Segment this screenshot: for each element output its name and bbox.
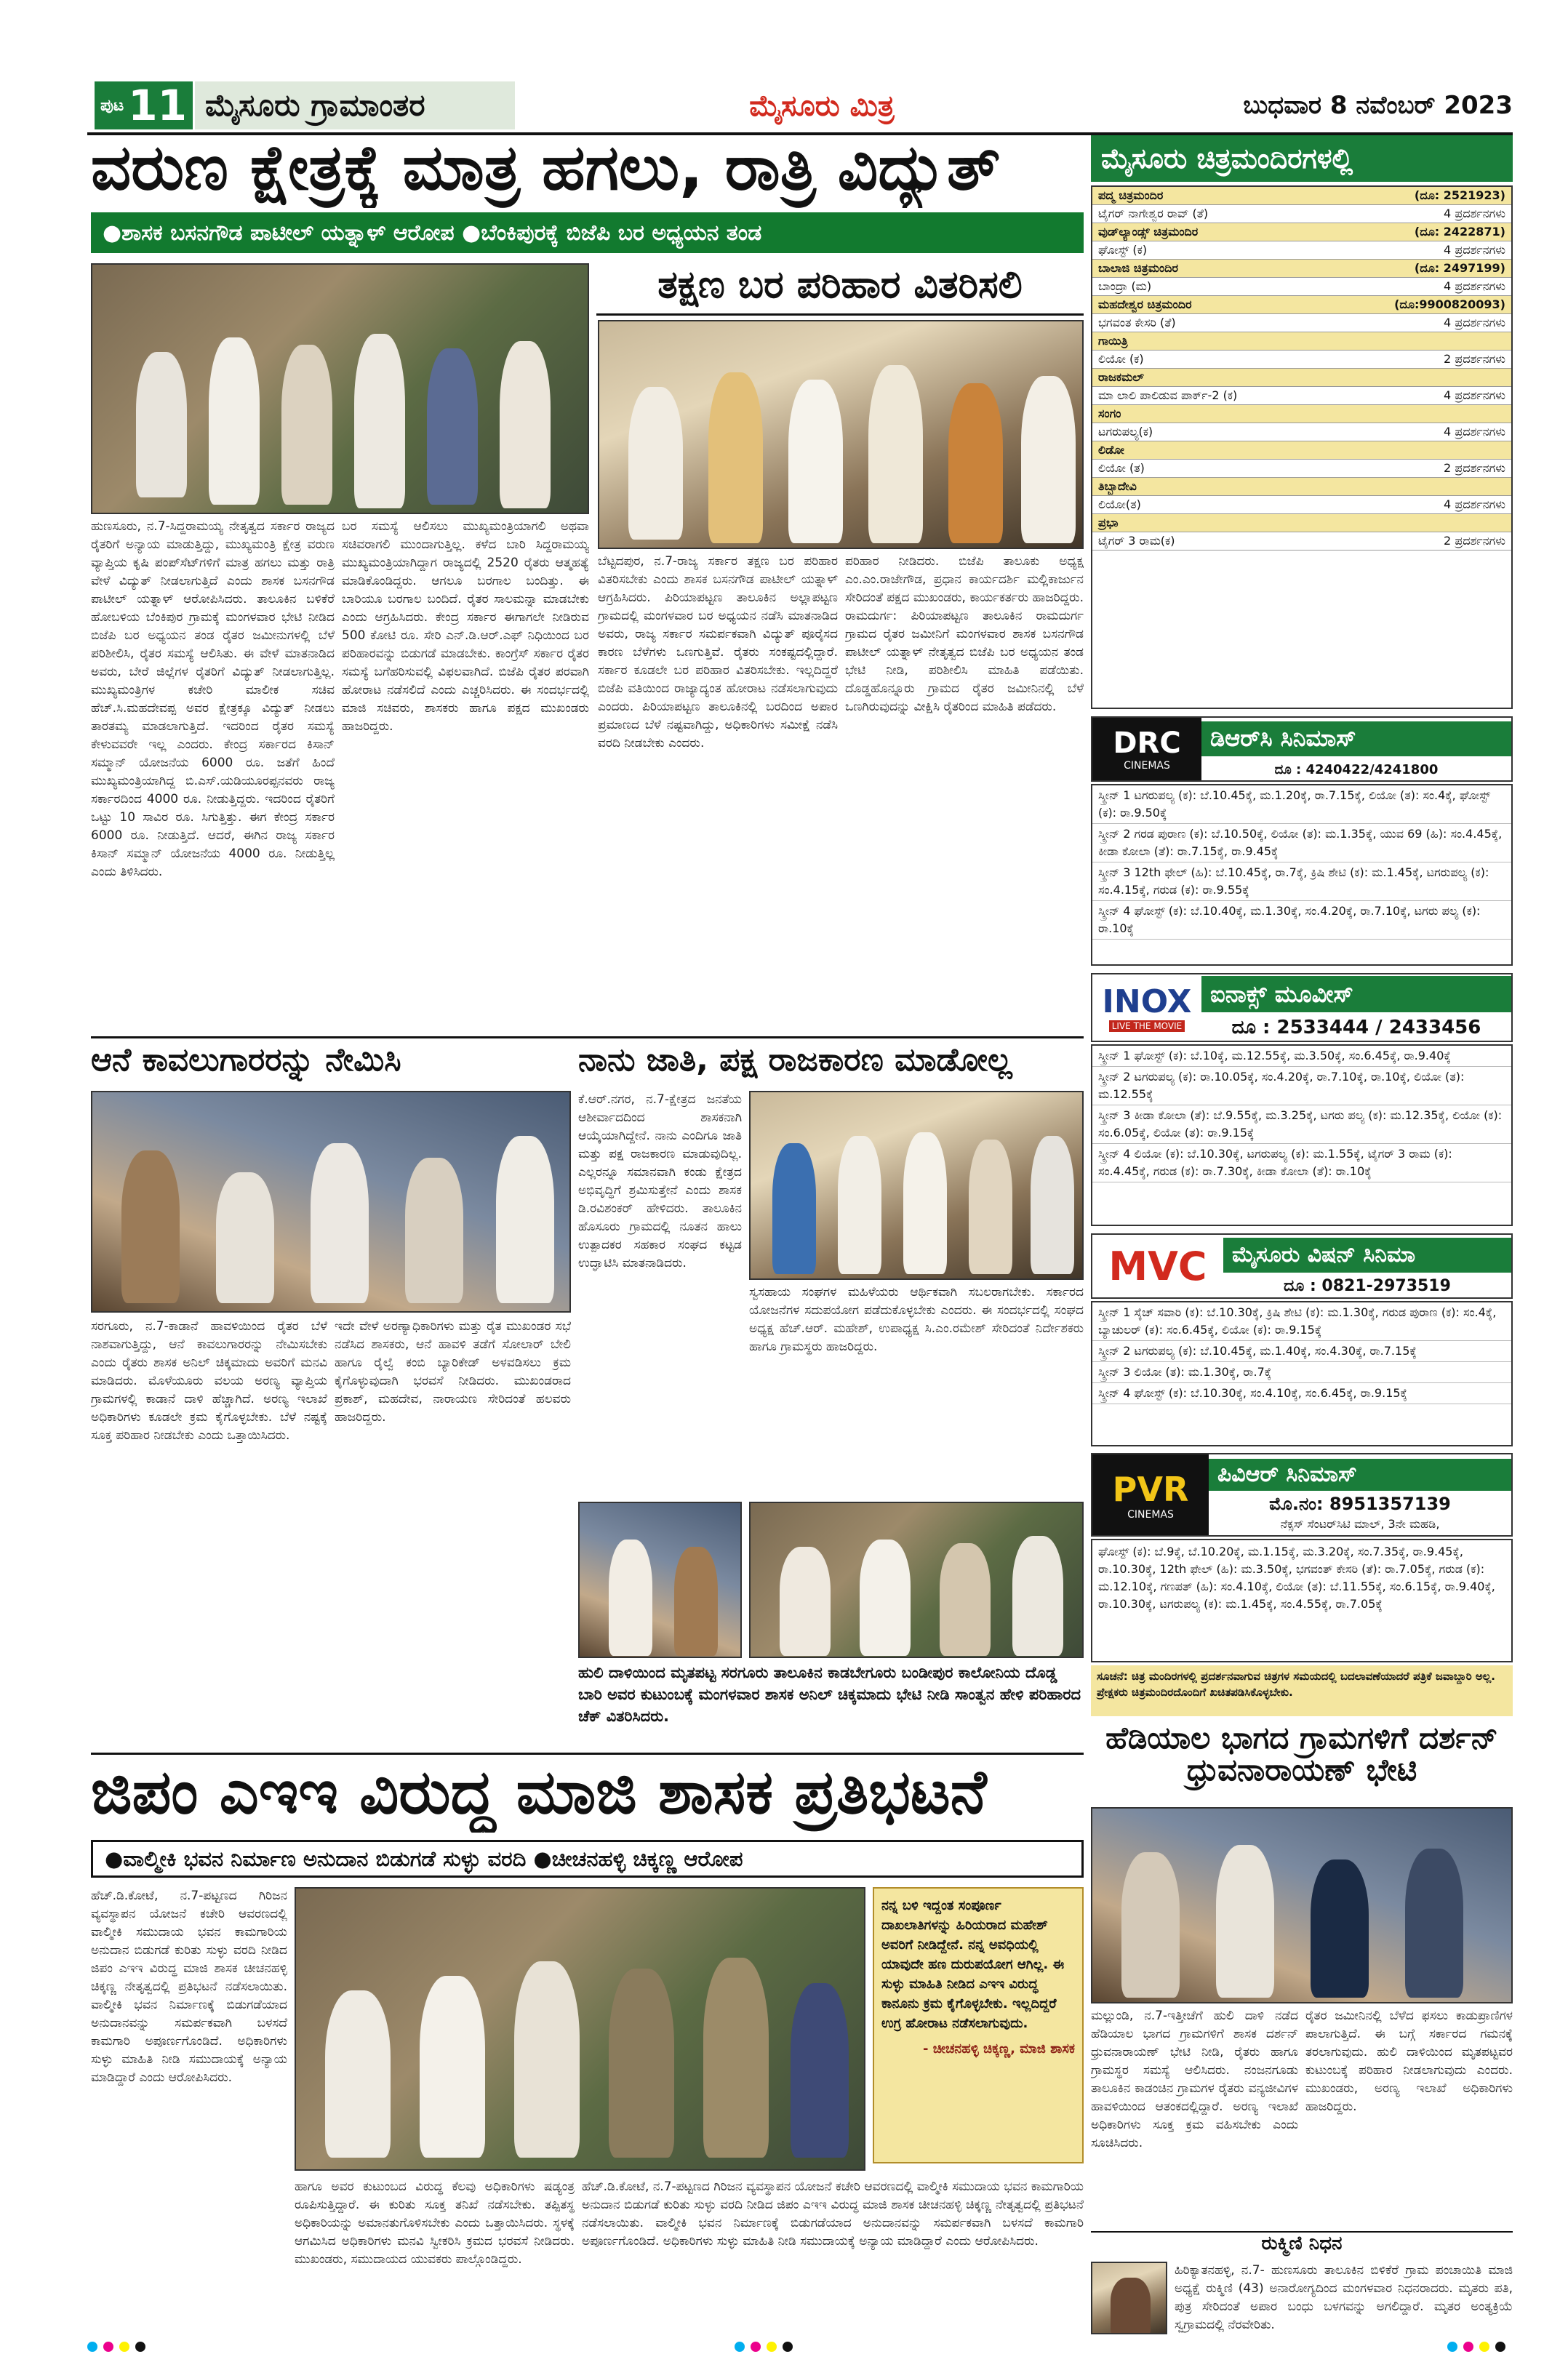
mvc-screen-row: ಸ್ಕ್ರೀನ್ 2 ಟಗರುಪಲ್ಯ (ಕ): ಬೆ.10.45ಕ್ಕೆ, ಮ.1.40ಕ್ಕೆ, ಸಂ.4.30ಕ್ಕೆ, ರಾ.7.15ಕ್ಕೆ	[1092, 1341, 1511, 1362]
story1-subhead: ●ಶಾಸಕ ಬಸನಗೌಡ ಪಾಟೀಲ್ ಯತ್ನಾಳ್ ಆರೋಪ ●ಬೆಂಕಿಪುರಕ್ಕೆ ಬಿಜೆಪಿ ಬರ ಅಧ್ಯಯನ ತಂಡ	[91, 212, 1084, 253]
mvc-header	[1091, 1233, 1513, 1299]
theatre-name: ತಿಬ್ಬಾದೇವಿ	[1098, 479, 1137, 493]
theatre-movie: ಟೈಗರ್ ನಾಗೇಶ್ವರ ರಾವ್ (ತೆ)	[1098, 207, 1209, 220]
story1-headline: ವರುಣ ಕ್ಷೇತ್ರಕ್ಕೆ ಮಾತ್ರ ಹಗಲು, ರಾತ್ರಿ ವಿದ್ಯುತ್	[91, 135, 1001, 204]
inox-screen-row: ಸ್ಕ್ರೀನ್ 3 ಕೀಡಾ ಕೋಲಾ (ತೆ): ಬೆ.9.55ಕ್ಕೆ, ಮ.3.25ಕ್ಕೆ, ಟಗರು ಪಲ್ಯ (ಕ): ಮ.12.35ಕ್ಕೆ, ಲಿಯೋ (ಕ): ಸಂ.6.05ಕ್ಕೆ, ಲಿಯೋ (ತ): ರಾ.9.15ಕ್ಕೆ	[1092, 1105, 1511, 1144]
story5-quote-box	[873, 1887, 1084, 2163]
theatre-entry	[1092, 223, 1511, 260]
theatre-entry	[1092, 478, 1511, 514]
drc-logo	[1092, 718, 1201, 780]
theatre-movie: ಘೋಸ್ಟ್ (ಕ)	[1098, 243, 1148, 257]
drc-logo-text: DRC	[1113, 726, 1181, 760]
theatre-name: ಸಂಗಂ	[1098, 407, 1121, 420]
story1-body: ಹುಣಸೂರು, ನ.7-ಸಿದ್ದರಾಮಯ್ಯ ನೇತೃತ್ವದ ಸರ್ಕಾರ ರಾಜ್ಯದ ರೈತರಿಗೆ ಅನ್ಯಾಯ ಮಾಡುತ್ತಿದ್ದು, ಮುಖ್ಯಮಂತ್ರಿ ಕ್ಷೇತ್ರ ವರುಣ ವ್ಯಾಪ್ತಿಯ ಕೃಷಿ ಪಂಪ್‌ಸೆಟ್‌ಗಳಿಗೆ ಮಾತ್ರ ಹಗಲು ಮತ್ತು ರಾತ್ರಿ ವೇಳೆ ವಿದ್ಯುತ್ ನೀಡಲಾಗುತ್ತಿದೆ ಎಂದು ಶಾಸಕ ಬಸನಗೌಡ ಪಾಟೀಲ್ ಯತ್ನಾಳ್ ಆರೋಪಿಸಿದರು. ತಾಲೂಕಿನ ಬಳಿಕೆರೆ ಹೋಬಳಿಯ ಬೆಂಕಿಪುರ ಗ್ರಾಮಕ್ಕೆ ಮಂಗಳವಾರ ಭೇಟಿ ನೀಡಿದ ಬಿಜೆಪಿ ಬರ ಅಧ್ಯಯನ ತಂಡ ರೈತರ ಜಮೀನುಗಳಲ್ಲಿ ಬೆಳೆ ಪರಿಶೀಲಿಸಿ, ರೈತರ ಸಮಸ್ಯೆ ಆಲಿಸಿತು. ಈ ವೇಳೆ ಮಾತನಾಡಿದ ಅವರು, ಬೇರೆ ಜಿಲ್ಲೆಗಳ ರೈತರಿಗೆ ವಿದ್ಯುತ್ ನೀಡಲಾಗುತ್ತಿಲ್ಲ. ಮುಖ್ಯಮಂತ್ರಿಗಳ ಕಚೇರಿ ಮಾಲೀಕ ಸಚಿವ ಹೆಚ್.ಸಿ.ಮಹದೇವಪ್ಪ ಅವರ ಕ್ಷೇತ್ರಕ್ಕೂ ವಿದ್ಯುತ್ ನೀಡಲು ತಾರತಮ್ಯ ಮಾಡಲಾಗುತ್ತಿದೆ. ಇದರಿಂದ ರೈತರ ಸಮಸ್ಯೆ ಕೇಳುವವರೇ ಇಲ್ಲ ಎಂದರು. ಕೇಂದ್ರ ಸರ್ಕಾರದ ಕಿಸಾನ್ ಸಮ್ಮಾನ್ ಯೋಜನೆಯ 6000 ರೂ. ಜತೆಗೆ ಹಿಂದೆ ಮುಖ್ಯಮಂತ್ರಿಯಾಗಿದ್ದ ಬಿ.ಎಸ್.ಯಡಿಯೂರಪ್ಪನವರು ರಾಜ್ಯ ಸರ್ಕಾರದಿಂದ 4000 ರೂ. ನೀಡುತ್ತಿದ್ದರು. ಇದರಿಂದ ರೈತರಿಗೆ ಒಟ್ಟು 10 ಸಾವಿರ ರೂ. ಸಿಗುತ್ತಿತ್ತು. ಈಗ ಕೇಂದ್ರ ಸರ್ಕಾರ 6000 ರೂ. ನೀಡುತ್ತಿದೆ. ಆದರೆ, ಈಗಿನ ರಾಜ್ಯ ಸರ್ಕಾರ ಕಿಸಾನ್ ಸಮ್ಮಾನ್ ಯೋಜನೆಯ 4000 ರೂ. ನೀಡುತ್ತಿಲ್ಲ ಎಂದು ತಿಳಿಸಿದರು.	[91, 519, 335, 879]
theatre-name: ವುಡ್‌ಲ್ಯಾಂಡ್ಸ್ ಚಿತ್ರಮಂದಿರ	[1098, 225, 1199, 239]
inox-logo-sub: LIVE THE MOVIE	[1109, 1020, 1185, 1032]
story5-quote-attribution: - ಚೀಚನಹಳ್ಳಿ ಚಿಕ್ಕಣ್ಣ, ಮಾಜಿ ಶಾಸಕ	[922, 2041, 1075, 2057]
pvr-address: ನೆಕ್ಸಸ್ ಸೆಂಟರ್‌ಸಿಟಿ ಮಾಲ್, 3ನೇ ಮಹಡಿ,	[1280, 1516, 1440, 1531]
theatre-entry	[1092, 514, 1511, 551]
theatre-phone: (ದೂ: 2497199)	[1414, 261, 1505, 275]
story5-photo	[295, 1887, 865, 2171]
story1-photo	[91, 263, 589, 514]
story4-body-continued: ಸ್ವಸಹಾಯ ಸಂಘಗಳ ಮಹಿಳೆಯರು ಆರ್ಥಿಕವಾಗಿ ಸಬಲರಾಗಬೇಕು. ಸರ್ಕಾರದ ಯೋಜನೆಗಳ ಸದುಪಯೋಗ ಪಡೆದುಕೊಳ್ಳಬೇಕು ಎಂದರು. ಈ ಸಂದರ್ಭದಲ್ಲಿ ಸಂಘದ ಅಧ್ಯಕ್ಷ ಹೆಚ್.ಆರ್. ಮಹೇಶ್, ಉಪಾಧ್ಯಕ್ಷ ಸಿ.ಎಂ.ರಮೇಶ್ ಸೇರಿದಂತೆ ನಿರ್ದೇಶಕರು ಹಾಗೂ ಗ್ರಾಮಸ್ಥರು ಹಾಜರಿದ್ದರು.	[749, 1285, 1084, 1354]
issue-date: ಬುಧವಾರ 8 ನವೆಂಬರ್ 2023	[1243, 91, 1513, 120]
drc-header	[1091, 716, 1513, 782]
story5-subhead: ●ವಾಲ್ಮೀಕಿ ಭವನ ನಿರ್ಮಾಣ ಅನುದಾನ ಬಿಡುಗಡೆ ಸುಳ್ಳು ವರದಿ ●ಚೀಚನಹಳ್ಳಿ ಚಿಕ್ಕಣ್ಣ ಆರೋಪ	[91, 1840, 1084, 1878]
theatre-movie: ಮಾ ಲಾಲಿ ಪಾಲಿಡುವ ಪಾರ್ಕ್-2 (ಕ)	[1098, 388, 1238, 402]
theatre-name: ಬಾಲಾಜಿ ಚಿತ್ರಮಂದಿರ	[1098, 261, 1178, 275]
obituary-photo	[1091, 2262, 1167, 2334]
mvc-screen-row: ಸ್ಕ್ರೀನ್ 4 ಘೋಸ್ಟ್ (ಕ): ಬೆ.10.30ಕ್ಕೆ, ಸಂ.4.10ಕ್ಕೆ, ಸಂ.6.45ಕ್ಕೆ, ರಾ.9.15ಕ್ಕೆ	[1092, 1383, 1511, 1404]
photo-caption: ಹುಲಿ ದಾಳಿಯಿಂದ ಮೃತಪಟ್ಟ ಸರಗೂರು ತಾಲೂಕಿನ ಕಾಡಬೇಗೂರು ಬಂಡೀಪುರ ಕಾಲೋನಿಯ ದೊಡ್ಡ ಬಾರಿ ಅವರ ಕುಟುಂಬಕ್ಕೆ ಮಂಗಳವಾರ ಶಾಸಕ ಅನಿಲ್ ಚಿಕ್ಕಮಾದು ಭೇಟಿ ನೀಡಿ ಸಾಂತ್ವನ ಹೇಳಿ ಪರಿಹಾರದ ಚೆಕ್ ವಿತರಿಸಿದರು.	[578, 1664, 1081, 1725]
story3-headline: ಆನೆ ಕಾವಲುಗಾರರನ್ನು ನೇಮಿಸಿ	[91, 1041, 401, 1078]
story2-body-continued: ಪರಿಹಾರ ನೀಡಿದರು. ಬಿಜೆಪಿ ತಾಲೂಕು ಅಧ್ಯಕ್ಷ ಎಂ.ಎಂ.ರಾಜೇಗೌಡ, ಪ್ರಧಾನ ಕಾರ್ಯದರ್ಶಿ ಮಲ್ಲಿಕಾರ್ಜುನ ಸೇರಿದಂತೆ ಪಕ್ಷದ ಮುಖಂಡರು, ಕಾರ್ಯಕರ್ತರು ಹಾಜರಿದ್ದರು. ರಾಮದುರ್ಗ: ಪಿರಿಯಾಪಟ್ಟಣ ತಾಲೂಕಿನ ರಾಮದುರ್ಗ ಗ್ರಾಮದ ರೈತರ ಜಮೀನಿಗೆ ಮಂಗಳವಾರ ಶಾಸಕ ಬಸನಗೌಡ ಪಾಟೀಲ್ ಯತ್ನಾಳ್ ನೇತೃತ್ವದ ಬಿಜೆಪಿ ಬರ ಅಧ್ಯಯನ ತಂಡ ಭೇಟಿ ನೀಡಿ, ಪರಿಶೀಲಿಸಿ ಮಾಹಿತಿ ಪಡೆಯಿತು. ದೊಡ್ಡಹೊನ್ನೂರು ಗ್ರಾಮದ ರೈತರ ಜಮೀನಿನಲ್ಲಿ ಬೆಳೆ ಒಣಗಿರುವುದನ್ನು ವೀಕ್ಷಿಸಿ ರೈತರಿಂದ ಮಾಹಿತಿ ಪಡೆದರು.	[845, 554, 1084, 714]
theatre-shows: 2 ಪ್ರದರ್ಶನಗಳು	[1444, 534, 1505, 548]
divider-1	[91, 1036, 1084, 1038]
registration-dots-left	[87, 2342, 145, 2352]
inox-screen-row: ಸ್ಕ್ರೀನ್ 1 ಘೋಸ್ಟ್ (ಕ): ಬೆ.10ಕ್ಕೆ, ಮ.12.55ಕ್ಕೆ, ಮ.3.50ಕ್ಕೆ, ಸಂ.6.45ಕ್ಕೆ, ರಾ.9.40ಕ್ಕೆ	[1092, 1046, 1511, 1067]
obituary-body: ಹಿರಿಕ್ಯಾತನಹಳ್ಳಿ, ನ.7- ಹುಣಸೂರು ತಾಲೂಕಿನ ಬಿಳಿಕೆರೆ ಗ್ರಾಮ ಪಂಚಾಯಿತಿ ಮಾಜಿ ಅಧ್ಯಕ್ಷೆ ರುಕ್ಮಿಣಿ (43) ಅನಾರೋಗ್ಯದಿಂದ ಮಂಗಳವಾರ ನಿಧನರಾದರು. ಮೃತರು ಪತಿ, ಪುತ್ರ ಸೇರಿದಂತೆ ಅಪಾರ ಬಂಧು ಬಳಗವನ್ನು ಅಗಲಿದ್ದಾರೆ. ಮೃತರ ಅಂತ್ಯಕ್ರಿಯೆ ಸ್ವಗ್ರಾಮದಲ್ಲಿ ನೆರವೇರಿತು.	[1175, 2263, 1513, 2332]
mvc-screen-row: ಸ್ಕ್ರೀನ್ 3 ಲಿಯೋ (ತ): ಮ.1.30ಕ್ಕೆ, ರಾ.7ಕ್ಕೆ	[1092, 1362, 1511, 1383]
mvc-showtimes	[1091, 1301, 1513, 1446]
story4-headline: ನಾನು ಜಾತಿ, ಪಕ್ಷ ರಾಜಕಾರಣ ಮಾಡೋಲ್ಲ	[578, 1041, 1012, 1078]
theatre-entry	[1092, 187, 1511, 223]
story3-body: ಸರಗೂರು, ನ.7-ಕಾಡಾನೆ ಹಾವಳಿಯಿಂದ ರೈತರ ಬೆಳೆ ನಾಶವಾಗುತ್ತಿದ್ದು, ಆನೆ ಕಾವಲುಗಾರರನ್ನು ನೇಮಿಸಬೇಕು ಎಂದು ರೈತರು ಶಾಸಕ ಅನಿಲ್ ಚಿಕ್ಕಮಾದು ಅವರಿಗೆ ಮನವಿ ಮಾಡಿದರು. ಮೊಳೆಯೂರು ವಲಯ ಅರಣ್ಯ ವ್ಯಾಪ್ತಿಯ ಗ್ರಾಮಗಳಲ್ಲಿ ಕಾಡಾನೆ ದಾಳಿ ಹೆಚ್ಚಾಗಿದೆ. ಅರಣ್ಯ ಇಲಾಖೆ ಅಧಿಕಾರಿಗಳು ಕೂಡಲೇ ಕ್ರಮ ಕೈಗೊಳ್ಳಬೇಕು. ಬೆಳೆ ನಷ್ಟಕ್ಕೆ ಸೂಕ್ತ ಪರಿಹಾರ ನೀಡಬೇಕು ಎಂದು ಒತ್ತಾಯಿಸಿದರು.	[91, 1319, 327, 1443]
story2-headline: ತಕ್ಷಣ ಬರ ಪರಿಹಾರ ವಿತರಿಸಲಿ	[596, 263, 1084, 316]
theatre-entry	[1092, 441, 1511, 478]
story5-quote: ನನ್ನ ಬಳಿ ಇದ್ದಂತ ಸಂಪೂರ್ಣ ದಾಖಲಾತಿಗಳನ್ನು ಹಿರಿಯರಾದ ಮಹೇಶ್ ಅವರಿಗೆ ನೀಡಿದ್ದೇನೆ. ನನ್ನ ಅವಧಿಯಲ್ಲಿ ಯಾವುದೇ ಹಣ ದುರುಪಯೋಗ ಆಗಿಲ್ಲ. ಈ ಸುಳ್ಳು ಮಾಹಿತಿ ನೀಡಿದ ಎಇಇ ವಿರುದ್ಧ ಕಾನೂನು ಕ್ರಮ ಕೈಗೊಳ್ಳಬೇಕು. ಇಲ್ಲದಿದ್ದರೆ ಉಗ್ರ ಹೋರಾಟ ನಡೆಸಲಾಗುವುದು.	[881, 1898, 1065, 2031]
obituary-title: ರುಕ್ಮಿಣಿ ನಿಧನ	[1091, 2231, 1513, 2260]
theatre-name: ಗಾಯಿತ್ರಿ	[1098, 334, 1128, 348]
drc-title: ಡಿಆರ್‌ಸಿ ಸಿನಿಮಾಸ್	[1201, 721, 1511, 756]
theatre-movie: ಟೈಗರ್ 3 ರಾಮ(ಕ)	[1098, 534, 1175, 548]
theatre-entry	[1092, 260, 1511, 296]
cinema-panel-title: ಮೈಸೂರು ಚಿತ್ರಮಂದಿರಗಳಲ್ಲಿ	[1091, 135, 1513, 182]
story3-photo	[91, 1091, 571, 1313]
cinema-theatre-list	[1091, 185, 1513, 709]
tiger-victim-photo-left	[578, 1502, 742, 1658]
drc-logo-sub: CINEMAS	[1124, 760, 1170, 772]
story5-headline: ಜಿಪಂ ಎಇಇ ವಿರುದ್ಧ ಮಾಜಿ ಶಾಸಕ ಪ್ರತಿಭಟನೆ	[91, 1760, 987, 1827]
theatre-shows: 4 ಪ್ರದರ್ಶನಗಳು	[1444, 388, 1505, 402]
drc-screen-row: ಸ್ಕ್ರೀನ್ 3 12th ಫೇಲ್ (ಹಿ): ಬೆ.10.45ಕ್ಕೆ, ರಾ.7ಕ್ಕೆ, ಕ್ರಿಷಿ ಶೇಟಿ (ಕ): ಮ.1.45ಕ್ಕೆ, ಟಗರುಪಲ್ಯ (ಕ): ಸಂ.4.15ಕ್ಕೆ, ಗರುಡ (ಕ): ರಾ.9.55ಕ್ಕೆ	[1092, 862, 1511, 901]
story6-body-continued: ರೈತರ ಜಮೀನಿನಲ್ಲಿ ಬೆಳೆದ ಫಸಲು ಕಾಡುಪ್ರಾಣಿಗಳ ಪಾಲಾಗುತ್ತಿದೆ. ಈ ಬಗ್ಗೆ ಸರ್ಕಾರದ ಗಮನಕ್ಕೆ ತರಲಾಗುವುದು. ಹುಲಿ ದಾಳಿಯಿಂದ ಮೃತಪಟ್ಟವರ ಕುಟುಂಬಕ್ಕೆ ಪರಿಹಾರ ನೀಡಲಾಗುವುದು ಎಂದರು. ಮುಖಂಡರು, ಅರಣ್ಯ ಇಲಾಖೆ ಅಧಿಕಾರಿಗಳು ಹಾಜರಿದ್ದರು.	[1305, 2009, 1513, 2114]
story6-photo	[1091, 1807, 1513, 2003]
story6-headline: ಹೆಡಿಯಾಲ ಭಾಗದ ಗ್ರಾಮಗಳಿಗೆ ದರ್ಶನ್ ಧ್ರುವನಾರಾಯಣ್ ಭೇಟಿ	[1105, 1722, 1498, 1788]
theatre-shows: 4 ಪ್ರದರ್ಶನಗಳು	[1444, 207, 1505, 220]
drc-phone: ದೂ : 4240422/4241800	[1274, 761, 1439, 777]
pvr-header	[1091, 1453, 1513, 1537]
pvr-showtimes: ಘೋಸ್ಟ್ (ಕ): ಬೆ.9ಕ್ಕೆ, ಬೆ.10.20ಕ್ಕೆ, ಮ.1.15ಕ್ಕೆ, ಮ.3.20ಕ್ಕೆ, ಸಂ.7.35ಕ್ಕೆ, ರಾ.9.45ಕ್ಕೆ, ರಾ.10.30ಕ್ಕೆ, 12th ಫೇಲ್ (ಹಿ): ಮ.3.50ಕ್ಕೆ, ಭಗವಂತ್ ಕೇಸರಿ (ತೆ): ರಾ.7.05ಕ್ಕೆ, ಗರುಡ (ಕ): ಮ.12.10ಕ್ಕೆ, ಗಣಪತ್ (ಹಿ): ಸಂ.4.10ಕ್ಕೆ, ಲಿಯೋ (ತ): ಬೆ.11.55ಕ್ಕೆ, ಸಂ.6.15ಕ್ಕೆ, ರಾ.9.40ಕ್ಕೆ, ರಾ.10.30ಕ್ಕೆ, ಟಗರುಪಲ್ಯ (ಕ): ಮ.1.45ಕ್ಕೆ, ಸಂ.4.55ಕ್ಕೆ, ರಾ.7.05ಕ್ಕೆ	[1091, 1539, 1513, 1662]
theatre-name: ಪ್ರಭಾ	[1098, 516, 1119, 529]
theatre-phone: (ದೂ: 2422871)	[1414, 225, 1505, 239]
theatre-shows: 4 ಪ್ರದರ್ಶನಗಳು	[1444, 279, 1505, 293]
theatre-movie: ಲಿಯೋ (ಕ)	[1098, 352, 1144, 366]
theatre-entry	[1092, 369, 1511, 405]
theatre-name: ಲಿಡೋ	[1098, 443, 1124, 457]
story2-photo	[598, 320, 1084, 549]
story5-body: ಹೆಚ್.ಡಿ.ಕೋಟೆ, ನ.7-ಪಟ್ಟಣದ ಗಿರಿಜನ ವ್ಯವಸ್ಥಾಪನ ಯೋಜನೆ ಕಚೇರಿ ಆವರಣದಲ್ಲಿ ವಾಲ್ಮೀಕಿ ಸಮುದಾಯ ಭವನ ಕಾಮಗಾರಿಯ ಅನುದಾನ ಬಿಡುಗಡೆ ಕುರಿತು ಸುಳ್ಳು ವರದಿ ನೀಡಿದ ಜಿಪಂ ಎಇಇ ವಿರುದ್ಧ ಮಾಜಿ ಶಾಸಕ ಚೀಚನಹಳ್ಳಿ ಚಿಕ್ಕಣ್ಣ ನೇತೃತ್ವದಲ್ಲಿ ಪ್ರತಿಭಟನೆ ನಡೆಸಲಾಯಿತು. ವಾಲ್ಮೀಕಿ ಭವನ ನಿರ್ಮಾಣಕ್ಕೆ ಬಿಡುಗಡೆಯಾದ ಅನುದಾನವನ್ನು ಸಮರ್ಪಕವಾಗಿ ಬಳಸದೆ ಕಾಮಗಾರಿ ಅಪೂರ್ಣಗೊಂಡಿದೆ. ಅಧಿಕಾರಿಗಳು ಸುಳ್ಳು ಮಾಹಿತಿ ನೀಡಿ ಸಮುದಾಯಕ್ಕೆ ಅನ್ಯಾಯ ಮಾಡಿದ್ದಾರೆ ಎಂದು ಆರೋಪಿಸಿದರು.	[91, 1889, 287, 2085]
theatre-shows: 4 ಪ್ರದರ್ಶನಗಳು	[1444, 425, 1505, 439]
inox-screen-row: ಸ್ಕ್ರೀನ್ 2 ಟಗರುಪಲ್ಯ (ಕ): ರಾ.10.05ಕ್ಕೆ, ಸಂ.4.20ಕ್ಕೆ, ರಾ.7.10ಕ್ಕೆ, ರಾ.10ಕ್ಕೆ, ಲಿಯೋ (ತ): ಮ.12.55ಕ್ಕೆ	[1092, 1067, 1511, 1105]
theatre-phone: (ದೂ:9900820093)	[1394, 297, 1505, 311]
theatre-movie: ಲಿಯೋ(ತ)	[1098, 497, 1141, 511]
inox-header	[1091, 973, 1513, 1042]
inox-screen-row: ಸ್ಕ್ರೀನ್ 4 ಲಿಯೋ (ಕ): ಬೆ.10.30ಕ್ಕೆ, ಟಗರುಪಲ್ಯ (ಕ): ಮ.1.55ಕ್ಕೆ, ಟೈಗರ್ 3 ರಾಮ (ಕ): ಸಂ.4.45ಕ್ಕೆ, ಗರುಡ (ಕ): ರಾ.7.30ಕ್ಕೆ, ಕೀಡಾ ಕೋಲಾ (ತೆ): ರಾ.10ಕ್ಕೆ	[1092, 1144, 1511, 1182]
story6-body: ಮಲ್ಲುಂಡಿ, ನ.7-ಇತ್ತೀಚೆಗೆ ಹುಲಿ ದಾಳಿ ನಡೆದ ಹೆಡಿಯಾಲ ಭಾಗದ ಗ್ರಾಮಗಳಿಗೆ ಶಾಸಕ ದರ್ಶನ್ ಧ್ರುವನಾರಾಯಣ್ ಭೇಟಿ ನೀಡಿ, ರೈತರು ಹಾಗೂ ಗ್ರಾಮಸ್ಥರ ಸಮಸ್ಯೆ ಆಲಿಸಿದರು. ನಂಜನಗೂಡು ತಾಲೂಕಿನ ಕಾಡಂಚಿನ ಗ್ರಾಮಗಳ ರೈತರು ವನ್ಯಜೀವಿಗಳ ಹಾವಳಿಯಿಂದ ಆತಂಕದಲ್ಲಿದ್ದಾರೆ. ಅರಣ್ಯ ಇಲಾಖೆ ಅಧಿಕಾರಿಗಳು ಸೂಕ್ತ ಕ್ರಮ ವಹಿಸಬೇಕು ಎಂದು ಸೂಚಿಸಿದರು.	[1091, 2009, 1298, 2150]
theatre-movie: ಭಗವಂತ ಕೇಸರಿ (ತೆ)	[1098, 316, 1176, 329]
page-number: 11	[128, 81, 187, 130]
theatre-shows: 2 ಪ್ರದರ್ಶನಗಳು	[1444, 461, 1505, 475]
theatre-entry	[1092, 296, 1511, 332]
page-number-box	[95, 81, 193, 129]
drc-screen-row: ಸ್ಕ್ರೀನ್ 1 ಟಗರುಪಲ್ಯ (ಕ): ಬೆ.10.45ಕ್ಕೆ, ಮ.1.20ಕ್ಕೆ, ರಾ.7.15ಕ್ಕೆ, ಲಿಯೋ (ತ): ಸಂ.4ಕ್ಕೆ, ಘೋಸ್ಟ್ (ಕ): ರಾ.9.50ಕ್ಕೆ	[1092, 785, 1511, 824]
divider-2	[91, 1753, 1084, 1755]
mvc-title: ಮೈಸೂರು ವಿಷನ್ ಸಿನಿಮಾ	[1223, 1238, 1511, 1273]
drc-showtimes	[1091, 784, 1513, 966]
theatre-shows: 4 ಪ್ರದರ್ಶನಗಳು	[1444, 316, 1505, 329]
theatre-movie: ಬಾಂದ್ರಾ (ಮ)	[1098, 279, 1152, 293]
theatre-shows: 2 ಪ್ರದರ್ಶನಗಳು	[1444, 352, 1505, 366]
theatre-shows: 4 ಪ್ರದರ್ಶನಗಳು	[1444, 243, 1505, 257]
registration-dots-right	[1447, 2342, 1505, 2352]
inox-phone: ದೂ : 2533444 / 2433456	[1231, 1017, 1481, 1038]
pvr-title: ಪಿವಿಆರ್ ಸಿನಿಮಾಸ್	[1209, 1459, 1511, 1491]
theatre-entry	[1092, 405, 1511, 441]
tiger-victim-photo-right	[749, 1502, 1084, 1658]
story5-body-continued: ಹಾಗೂ ಅವರ ಕುಟುಂಬದ ವಿರುದ್ಧ ಕೆಲವು ಅಧಿಕಾರಿಗಳು ಷಡ್ಯಂತ್ರ ರೂಪಿಸುತ್ತಿದ್ದಾರೆ. ಈ ಕುರಿತು ಸೂಕ್ತ ತನಿಖೆ ನಡೆಸಬೇಕು. ತಪ್ಪಿತಸ್ಥ ಅಧಿಕಾರಿಯನ್ನು ಅಮಾನತುಗೊಳಿಸಬೇಕು ಎಂದು ಒತ್ತಾಯಿಸಿದರು. ಸ್ಥಳಕ್ಕೆ ಆಗಮಿಸಿದ ಅಧಿಕಾರಿಗಳು ಮನವಿ ಸ್ವೀಕರಿಸಿ ಕ್ರಮದ ಭರವಸೆ ನೀಡಿದರು. ಮುಖಂಡರು, ಸಮುದಾಯದ ಯುವಕರು ಪಾಲ್ಗೊಂಡಿದ್ದರು.	[295, 2179, 575, 2267]
mvc-screen-row: ಸ್ಕ್ರೀನ್ 1 ಸ್ಕೆಚ್ ಸವಾರಿ (ಕ): ಬೆ.10.30ಕ್ಕೆ, ಕ್ರಿಷಿ ಶೇಟಿ (ಕ): ಮ.1.30ಕ್ಕೆ, ಗರುಡ ಪುರಾಣ (ಕ): ಸಂ.4ಕ್ಕೆ, ಬ್ಯಾಚುಲರ್ (ಕ): ಸಂ.6.45ಕ್ಕೆ, ಲಿಯೋ (ಕ): ರಾ.9.15ಕ್ಕೆ	[1092, 1302, 1511, 1341]
pvr-logo-text: PVR	[1112, 1469, 1189, 1509]
theatre-name: ರಾಜಕಮಲ್	[1098, 370, 1144, 384]
theatre-movie: ಲಿಯೋ (ತ)	[1098, 461, 1145, 475]
story2-body: ಬೆಟ್ಟದಪುರ, ನ.7-ರಾಜ್ಯ ಸರ್ಕಾರ ತಕ್ಷಣ ಬರ ಪರಿಹಾರ ವಿತರಿಸಬೇಕು ಎಂದು ಶಾಸಕ ಬಸನಗೌಡ ಪಾಟೀಲ್ ಯತ್ನಾಳ್ ಆಗ್ರಹಿಸಿದರು. ಪಿರಿಯಾಪಟ್ಟಣ ತಾಲೂಕಿನ ಅಲ್ಲಾಪಟ್ಟಣ ಗ್ರಾಮದಲ್ಲಿ ಮಂಗಳವಾರ ಬರ ಅಧ್ಯಯನ ನಡೆಸಿ ಮಾತನಾಡಿದ ಅವರು, ರಾಜ್ಯ ಸರ್ಕಾರ ಸಮರ್ಪಕವಾಗಿ ವಿದ್ಯುತ್ ಪೂರೈಸದ ಕಾರಣ ಬೆಳೆಗಳು ಒಣಗುತ್ತಿವೆ. ರೈತರು ಸಂಕಷ್ಟದಲ್ಲಿದ್ದಾರೆ. ಸರ್ಕಾರ ಕೂಡಲೇ ಬರ ಪರಿಹಾರ ವಿತರಿಸಬೇಕು. ಇಲ್ಲದಿದ್ದರೆ ಬಿಜೆಪಿ ವತಿಯಿಂದ ರಾಜ್ಯಾದ್ಯಂತ ಹೋರಾಟ ನಡೆಸಲಾಗುವುದು ಎಂದರು. ಪಿರಿಯಾಪಟ್ಟಣ ತಾಲೂಕಿನಲ್ಲಿ ಬರದಿಂದ ಅಪಾರ ಪ್ರಮಾಣದ ಬೆಳೆ ನಷ್ಟವಾಗಿದ್ದು, ಅಧಿಕಾರಿಗಳು ಸಮೀಕ್ಷೆ ನಡೆಸಿ ವರದಿ ನೀಡಬೇಕು ಎಂದರು.	[598, 554, 838, 750]
drc-screen-row: ಸ್ಕ್ರೀನ್ 2 ಗರಡ ಪುರಾಣ (ಕ): ಬೆ.10.50ಕ್ಕೆ, ಲಿಯೋ (ತ): ಮ.1.35ಕ್ಕೆ, ಯುವ 69 (ಹಿ): ಸಂ.4.45ಕ್ಕೆ, ಕೀಡಾ ಕೋಲಾ (ತೆ): ರಾ.7.15ಕ್ಕೆ, ರಾ.9.45ಕ್ಕೆ	[1092, 824, 1511, 862]
section-title: ಮೈಸೂರು ಗ್ರಾಮಾಂತರ	[195, 81, 515, 129]
story1-body-continued: ಬರ ಸಮಸ್ಯೆ ಆಲಿಸಲು ಮುಖ್ಯಮಂತ್ರಿಯಾಗಲಿ ಅಥವಾ ಸಚಿವರಾಗಲಿ ಮುಂದಾಗುತ್ತಿಲ್ಲ. ಕಳೆದ ಬಾರಿ ಸಿದ್ದರಾಮಯ್ಯ ಮುಖ್ಯಮಂತ್ರಿಯಾಗಿದ್ದಾಗ ರಾಜ್ಯದಲ್ಲಿ 2520 ರೈತರು ಆತ್ಮಹತ್ಯೆ ಮಾಡಿಕೊಂಡಿದ್ದರು. ಆಗಲೂ ಬರಗಾಲ ಬಂದಿತ್ತು. ಈ ಬಾರಿಯೂ ಬರಗಾಲ ಬಂದಿದೆ. ರೈತರ ಸಾಲಮನ್ನಾ ಮಾಡಬೇಕು ಎಂದು ಆಗ್ರಹಿಸಿದರು. ಕೇಂದ್ರ ಸರ್ಕಾರ ಈಗಾಗಲೇ ನೀಡಿರುವ 500 ಕೋಟಿ ರೂ. ಸೇರಿ ಎನ್.ಡಿ.ಆರ್.ಎಫ್ ನಿಧಿಯಿಂದ ಬರ ಪರಿಹಾರವನ್ನು ಬಿಡುಗಡೆ ಮಾಡಬೇಕು. ಕಾಂಗ್ರೆಸ್ ಸರ್ಕಾರ ರೈತರ ಸಮಸ್ಯೆ ಬಗೆಹರಿಸುವಲ್ಲಿ ವಿಫಲವಾಗಿದೆ. ಬಿಜೆಪಿ ರೈತರ ಪರವಾಗಿ ಹೋರಾಟ ನಡೆಸಲಿದೆ ಎಂದು ಎಚ್ಚರಿಸಿದರು. ಈ ಸಂದರ್ಭದಲ್ಲಿ ಮಾಜಿ ಸಚಿವರು, ಶಾಸಕರು ಹಾಗೂ ಪಕ್ಷದ ಮುಖಂಡರು ಹಾಜರಿದ್ದರು.	[342, 519, 589, 734]
mvc-phone: ದೂ : 0821-2973519	[1284, 1276, 1451, 1295]
cinema-note: ಸೂಚನೆ: ಚಿತ್ರ ಮಂದಿರಗಳಲ್ಲಿ ಪ್ರದರ್ಶನವಾಗುವ ಚಿತ್ರಗಳ ಸಮಯದಲ್ಲಿ ಬದಲಾವಣೆಯಾದರೆ ಪತ್ರಿಕೆ ಜವಾಬ್ದಾರಿ ಅಲ್ಲ. ಪ್ರೇಕ್ಷಕರು ಚಿತ್ರಮಂದಿರದೊಂದಿಗೆ ಖಚಿತಪಡಿಸಿಕೊಳ್ಳಬೇಕು.	[1091, 1665, 1513, 1716]
theatre-shows: 4 ಪ್ರದರ್ಶನಗಳು	[1444, 497, 1505, 511]
story3-body-continued: ಇದೇ ವೇಳೆ ಅರಣ್ಯಾಧಿಕಾರಿಗಳು ಮತ್ತು ರೈತ ಮುಖಂಡರ ಸಭೆ ನಡೆಸಿದ ಶಾಸಕರು, ಆನೆ ಹಾವಳಿ ತಡೆಗೆ ಸೋಲಾರ್ ಬೇಲಿ ಹಾಗೂ ರೈಲ್ವೆ ಕಂಬಿ ಬ್ಯಾರಿಕೇಡ್ ಅಳವಡಿಸಲು ಕ್ರಮ ಕೈಗೊಳ್ಳುವುದಾಗಿ ಭರವಸೆ ನೀಡಿದರು. ಮುಖಂಡರಾದ ಪ್ರಕಾಶ್, ಮಹದೇವ, ನಾರಾಯಣ ಸೇರಿದಂತೆ ಹಲವರು ಹಾಜರಿದ್ದರು.	[335, 1319, 571, 1425]
mvc-logo-text: MVC	[1108, 1243, 1207, 1289]
theatre-phone: (ದೂ: 2521923)	[1414, 188, 1505, 202]
inox-title: ಐನಾಕ್ಸ್ ಮೂವೀಸ್	[1201, 976, 1511, 1012]
masthead: ಮೈಸೂರು ಮಿತ್ರ	[749, 88, 895, 123]
registration-dots-center	[735, 2342, 793, 2352]
story4-photo	[749, 1091, 1084, 1280]
pvr-phone: ಮೊ.ನಂ: 8951357139	[1269, 1493, 1451, 1514]
theatre-name: ಮಹದೇಶ್ವರ ಚಿತ್ರಮಂದಿರ	[1098, 297, 1192, 311]
inox-logo	[1092, 974, 1201, 1041]
pvr-logo	[1092, 1454, 1209, 1535]
page-label: ಪುಟ	[100, 96, 124, 115]
theatre-entry	[1092, 332, 1511, 369]
inox-logo-text: INOX	[1102, 983, 1192, 1020]
mvc-logo	[1092, 1235, 1223, 1297]
inox-showtimes	[1091, 1044, 1513, 1226]
theatre-movie: ಟಗರುಪಲ್ಯ(ಕ)	[1098, 425, 1153, 439]
pvr-logo-sub: CINEMAS	[1127, 1508, 1174, 1521]
theatre-name: ಪದ್ಮ ಚಿತ್ರಮಂದಿರ	[1098, 188, 1164, 202]
story5-body-more: ಹೆಚ್.ಡಿ.ಕೋಟೆ, ನ.7-ಪಟ್ಟಣದ ಗಿರಿಜನ ವ್ಯವಸ್ಥಾಪನ ಯೋಜನೆ ಕಚೇರಿ ಆವರಣದಲ್ಲಿ ವಾಲ್ಮೀಕಿ ಸಮುದಾಯ ಭವನ ಕಾಮಗಾರಿಯ ಅನುದಾನ ಬಿಡುಗಡೆ ಕುರಿತು ಸುಳ್ಳು ವರದಿ ನೀಡಿದ ಜಿಪಂ ಎಇಇ ವಿರುದ್ಧ ಮಾಜಿ ಶಾಸಕ ಚೀಚನಹಳ್ಳಿ ಚಿಕ್ಕಣ್ಣ ನೇತೃತ್ವದಲ್ಲಿ ಪ್ರತಿಭಟನೆ ನಡೆಸಲಾಯಿತು. ವಾಲ್ಮೀಕಿ ಭವನ ನಿರ್ಮಾಣಕ್ಕೆ ಬಿಡುಗಡೆಯಾದ ಅನುದಾನವನ್ನು ಸಮರ್ಪಕವಾಗಿ ಬಳಸದೆ ಕಾಮಗಾರಿ ಅಪೂರ್ಣಗೊಂಡಿದೆ. ಅಧಿಕಾರಿಗಳು ಸುಳ್ಳು ಮಾಹಿತಿ ನೀಡಿ ಸಮುದಾಯಕ್ಕೆ ಅನ್ಯಾಯ ಮಾಡಿದ್ದಾರೆ ಎಂದು ಆರೋಪಿಸಿದರು.	[582, 2179, 1084, 2249]
story4-body: ಕೆ.ಆರ್.ನಗರ, ನ.7-ಕ್ಷೇತ್ರದ ಜನತೆಯ ಆಶೀರ್ವಾದದಿಂದ ಶಾಸಕನಾಗಿ ಆಯ್ಕೆಯಾಗಿದ್ದೇನೆ. ನಾನು ಎಂದಿಗೂ ಜಾತಿ ಮತ್ತು ಪಕ್ಷ ರಾಜಕಾರಣ ಮಾಡುವುದಿಲ್ಲ. ಎಲ್ಲರನ್ನೂ ಸಮಾನವಾಗಿ ಕಂಡು ಕ್ಷೇತ್ರದ ಅಭಿವೃದ್ಧಿಗೆ ಶ್ರಮಿಸುತ್ತೇನೆ ಎಂದು ಶಾಸಕ ಡಿ.ರವಿಶಂಕರ್ ಹೇಳಿದರು. ತಾಲೂಕಿನ ಹೊಸೂರು ಗ್ರಾಮದಲ್ಲಿ ನೂತನ ಹಾಲು ಉತ್ಪಾದಕರ ಸಹಕಾರ ಸಂಘದ ಕಟ್ಟಡ ಉದ್ಘಾಟಿಸಿ ಮಾತನಾಡಿದರು.	[578, 1092, 742, 1270]
drc-screen-row: ಸ್ಕ್ರೀನ್ 4 ಘೋಸ್ಟ್ (ಕ): ಬೆ.10.40ಕ್ಕೆ, ಮ.1.30ಕ್ಕೆ, ಸಂ.4.20ಕ್ಕೆ, ರಾ.7.10ಕ್ಕೆ, ಟಗರು ಪಲ್ಯ (ಕ): ರಾ.10ಕ್ಕೆ	[1092, 901, 1511, 940]
